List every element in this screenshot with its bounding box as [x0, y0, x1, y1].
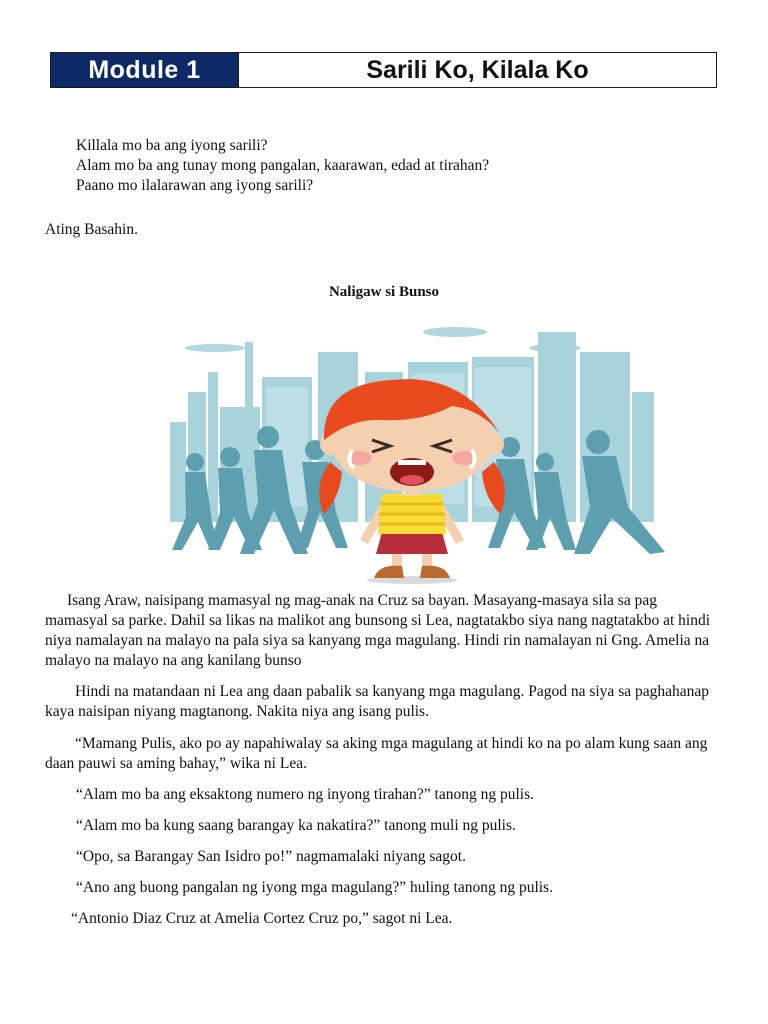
- crying-girl-city-illustration: [150, 322, 675, 590]
- lead-text: Ating Basahin.: [45, 221, 138, 238]
- intro-question: Killala mo ba ang iyong sarili?: [76, 137, 268, 154]
- dialogue-line: “Ano ang buong pangalan ng iyong mga magulang?” huling tanong ng pulis.: [76, 879, 553, 896]
- paragraph-text: Isang Araw, naisipang mamasyal ng mag-anak na Cruz sa bayan. Masayang-masaya sila sa pag mamasyal sa parke. Dahil sa likas na malikot ang bunsong si Lea, nagtatakbo siya nang nagtatakbo at hindi niya namalayan na malayo na pala siya sa kanyang mga magulang. Hindi rin namalayan ni Gng. Amelia na malayo na malayo na ang kanilang bunso: [45, 592, 711, 669]
- paragraph-text: “Mamang Pulis, ako po ay napahiwalay sa aking mga magulang at hindi ko na po alam kung saan ang daan pauwi sa aming bahay,” wika ni Lea.: [45, 735, 708, 772]
- dialogue-line: “Opo, sa Barangay San Isidro po!” nagmamalaki niyang sagot.: [76, 848, 466, 865]
- story-title: Naligaw si Bunso: [328, 284, 440, 300]
- intro-question: Alam mo ba ang tunay mong pangalan, kaarawan, edad at tirahan?: [76, 157, 490, 174]
- dialogue-line: “Antonio Diaz Cruz at Amelia Cortez Cruz po,” sagot ni Lea.: [71, 910, 453, 927]
- module-header: [50, 52, 717, 88]
- paragraph-text: Hindi na matandaan ni Lea ang daan pabalik sa kanyang mga magulang. Pagod na siya sa paghahanap kaya naisipan niyang magtanong. Nakita niya ang isang pulis.: [45, 683, 709, 720]
- intro-questions: [76, 136, 489, 196]
- intro-question: Paano mo ilalarawan ang iyong sarili?: [76, 177, 314, 194]
- dialogue-line: “Alam mo ba ang eksaktong numero ng inyong tirahan?” tanong ng pulis.: [76, 786, 535, 803]
- dialogue-line: “Alam mo ba kung saang barangay ka nakatira?” tanong muli ng pulis.: [76, 817, 516, 834]
- module-number-label: Module 1: [51, 53, 239, 87]
- story-paragraph: [45, 734, 720, 774]
- story-paragraph: [45, 591, 720, 671]
- story-paragraph: [45, 682, 720, 722]
- module-title: Sarili Ko, Kilala Ko: [366, 55, 589, 84]
- cloud-icon: [185, 327, 581, 352]
